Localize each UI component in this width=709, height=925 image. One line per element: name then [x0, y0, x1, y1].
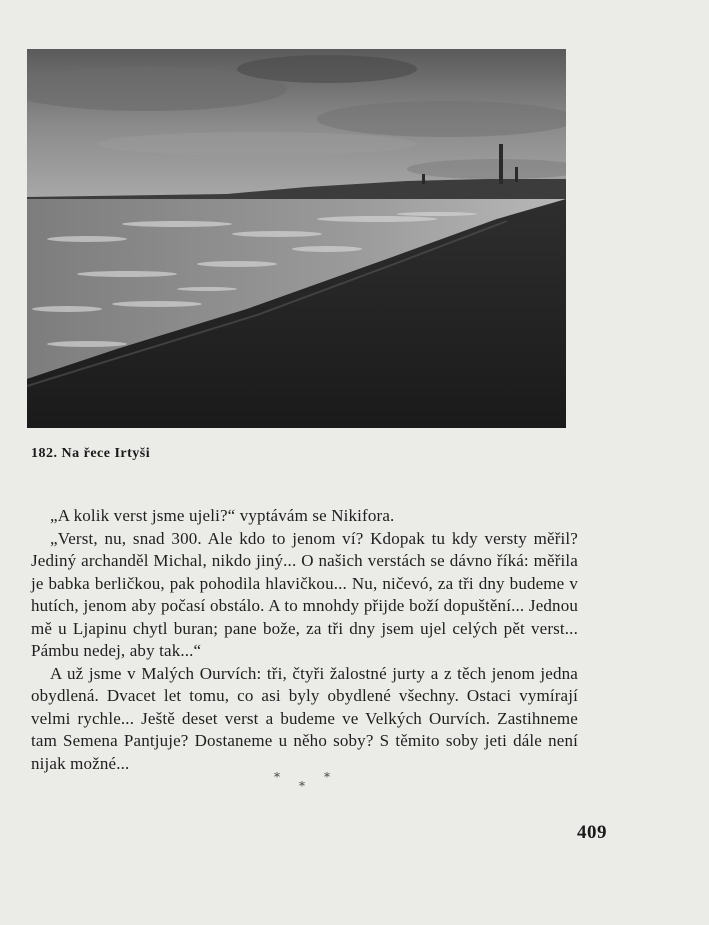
- section-separator: [272, 770, 342, 794]
- paragraph: „Verst, nu, snad 300. Ale kdo to jenom ví? Kdopak tu kdy versty měřil? Jediný archanděl Michal, nikdo jiný... O našich verstách se dávno říká: měřila je babka berličkou, pak pohodila hlavičkou... Nu, ničevó, za tři dny budeme v hutích, jenom aby počasí obstálo. A to mnohdy přijde boží dopuštění... Jednou mě u Ljapinu chytl buran; pane bože, za tři dny jsem ujel celých pět verst... Pámbu nedej, aby tak...“: [31, 528, 578, 660]
- paragraph: „A kolik verst jsme ujeli?“ vyptávám se Nikifora.: [50, 506, 395, 525]
- figure-caption: 182. Na řece Irtyši: [31, 446, 151, 461]
- separator-star: *: [274, 770, 280, 784]
- separator-star: *: [299, 779, 305, 793]
- paragraph: A už jsme v Malých Ourvích: tři, čtyři žalostné jurty a z těch jenom jedna obydlená. Dvacet let tomu, co asi byly obydlené všechny. Ostaci vymírají velmi rychle... Ještě deset verst a budeme ve Velkých Ourvích. Zastihneme tam Semena Pantjuje? Dostaneme u něho soby? S těmito soby jeti dále není nijak možné...: [31, 663, 578, 773]
- river-photograph: [27, 49, 566, 428]
- page-number: 409: [577, 822, 607, 843]
- body-text: [31, 505, 578, 775]
- separator-star: *: [324, 770, 330, 784]
